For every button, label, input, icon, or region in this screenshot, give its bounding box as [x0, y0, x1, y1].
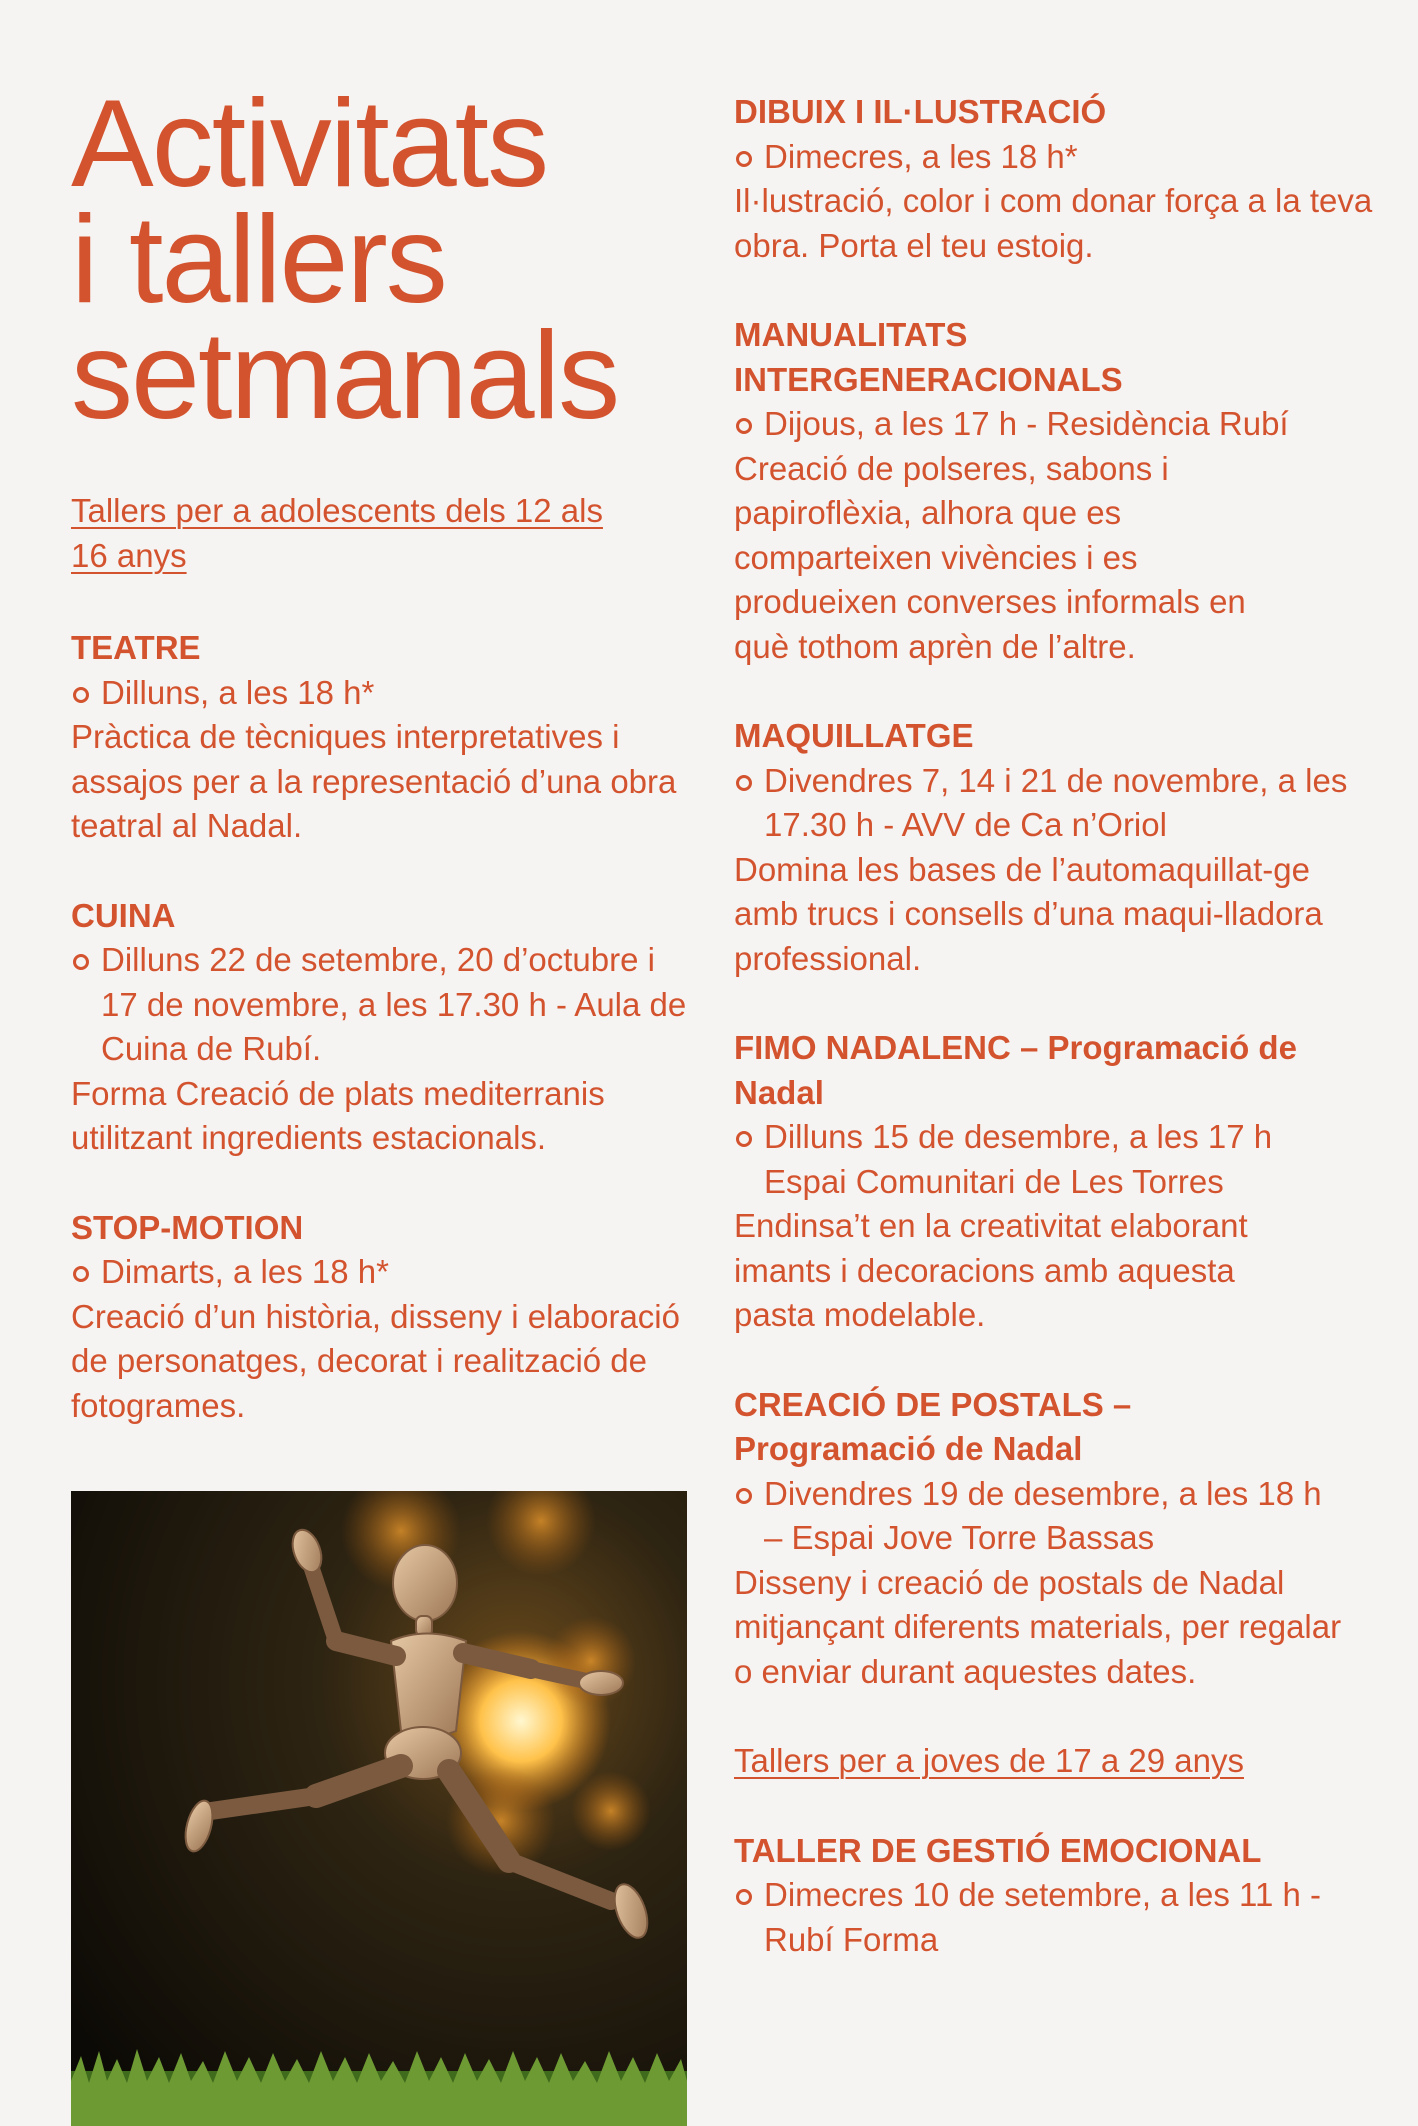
left-sections [71, 626, 691, 1473]
workshop-heading: MAQUILLATGE [734, 717, 974, 754]
workshop-when [71, 938, 691, 1072]
workshop-when-text: Dijous, a les 17 h - Residència Rubí [764, 405, 1289, 442]
workshop-when [734, 1873, 1374, 1962]
ring-bullet-icon [73, 954, 89, 970]
title-line: i tallers [71, 191, 446, 329]
workshop-heading: DIBUIX I IL·LUSTRACIÓ [734, 93, 1107, 130]
workshop-description: Il·lustració, color i com donar força a la teva obra. Porta el teu estoig. [734, 182, 1373, 264]
workshop-heading: TALLER DE GESTIÓ EMOCIONAL [734, 1831, 1262, 1869]
workshop-when-text: Divendres 7, 14 i 21 de novembre, a les 17.30 h - AVV de Ca n’Oriol [764, 761, 1348, 843]
workshop-cuina [71, 894, 691, 1161]
workshop-description: Creació de polseres, sabons i papiroflèxia, alhora que es comparteixen vivències i es produeixen converses informals en què tothom aprèn de l’altre. [734, 449, 1246, 665]
workshop-when [734, 1472, 1374, 1561]
workshop-description: Forma Creació de plats mediterranis utilitzant ingredients estacionals. [71, 1074, 605, 1156]
workshop-gestio-emocional [734, 1829, 1374, 1963]
ring-bullet-icon [736, 775, 752, 791]
workshop-heading: STOP-MOTION [71, 1208, 304, 1246]
title-line: setmanals [71, 307, 619, 445]
ring-bullet-icon [736, 1131, 752, 1147]
ring-bullet-icon [736, 418, 752, 434]
audience-teens-link[interactable]: Tallers per a adolescents dels 12 als 16 anys [71, 492, 603, 574]
workshop-manualitats [734, 313, 1374, 669]
workshop-description: Creació d’un història, disseny i elaboració de personatges, decorat i realització de fotogrames. [71, 1297, 680, 1424]
workshop-when-text: Divendres 19 de desembre, a les 18 h – Espai Jove Torre Bassas [764, 1474, 1322, 1556]
ring-bullet-icon [73, 1266, 89, 1282]
workshop-when-text: Dimecres 10 de setembre, a les 11 h - Rubí Forma [764, 1876, 1321, 1958]
workshop-maquillatge [734, 714, 1374, 981]
audience-youth-link[interactable]: Tallers per a joves de 17 a 29 anys [734, 1742, 1244, 1779]
workshop-stop-motion [71, 1206, 691, 1429]
ring-bullet-icon [73, 687, 89, 703]
workshop-heading: CREACIÓ DE POSTALS – Programació de Nadal [734, 1385, 1132, 1467]
workshop-heading: FIMO NADALENC – Programació de Nadal [734, 1029, 1297, 1111]
workshop-when [71, 1250, 691, 1295]
workshop-heading: MANUALITATS INTERGENERACIONALS [734, 316, 1123, 398]
workshop-heading: CUINA [71, 896, 176, 934]
workshop-postals [734, 1383, 1374, 1695]
ring-bullet-icon [736, 1488, 752, 1504]
workshop-when [71, 671, 691, 716]
ring-bullet-icon [736, 1889, 752, 1905]
workshop-description: Endinsa’t en la creativitat elaborant imants i decoracions amb aquesta pasta modelable. [734, 1207, 1248, 1333]
workshop-description: Domina les bases de l’automaquillat-ge amb trucs i consells d’una maqui-lladora professional. [734, 850, 1323, 977]
title-line: Activitats [71, 75, 548, 213]
workshop-description: Disseny i creació de postals de Nadal mitjançant diferents materials, per regalar o enviar durant aquestes dates. [734, 1563, 1342, 1690]
workshop-when-text: Dilluns 22 de setembre, 20 d’octubre i 17 de novembre, a les 17.30 h - Aula de Cuina de Rubí. [101, 941, 687, 1067]
workshop-heading: TEATRE [71, 629, 201, 666]
wooden-mannequin-photo [71, 1491, 687, 2126]
workshop-when [734, 759, 1374, 848]
workshop-when [734, 135, 1374, 180]
workshop-when [734, 1115, 1374, 1204]
workshop-when-text: Dimarts, a les 18 h* [101, 1253, 389, 1290]
workshop-when [734, 402, 1374, 447]
ring-bullet-icon [736, 151, 752, 167]
workshop-when-text: Dilluns 15 de desembre, a les 17 h Espai Comunitari de Les Torres [764, 1118, 1273, 1200]
workshop-description: Pràctica de tècniques interpretatives i assajos per a la representació d’una obra teatral al Nadal. [71, 718, 677, 844]
workshop-when-text: Dilluns, a les 18 h* [101, 673, 375, 711]
page-title [71, 75, 619, 445]
workshop-fimo [734, 1026, 1374, 1338]
workshop-teatre [71, 626, 691, 849]
right-column [734, 90, 1374, 2007]
workshop-when-text: Dimecres, a les 18 h* [764, 137, 1078, 175]
workshop-dibuix [734, 90, 1374, 268]
